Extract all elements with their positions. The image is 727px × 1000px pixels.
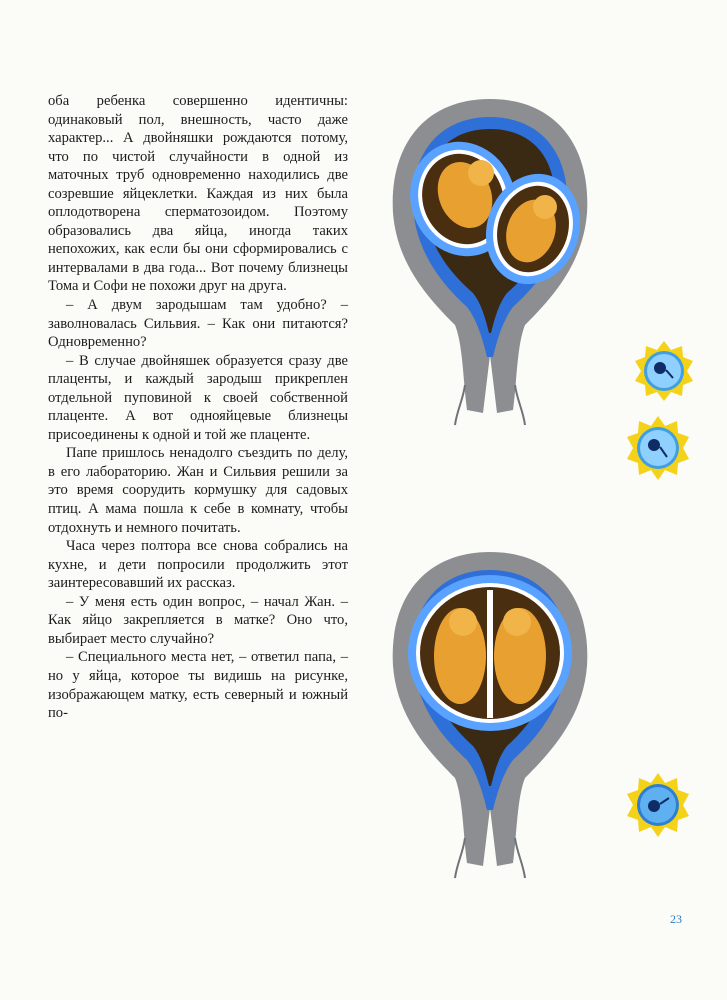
uterus-fraternal-twins-illustration xyxy=(385,95,595,440)
paragraph-3: – В случае двойняшек образуется сразу две плаценты, и каждый зародыш прикреплен отдельной пуповиной к своей собственной плаценте. А вот однояйцевые близнецы присоединены к одной и той же плаценте. xyxy=(48,352,348,443)
body-text xyxy=(48,92,348,723)
paragraph-5: Часа через полтора все снова собрались на кухне, и дети попросили продолжить этот заинтересовавший их рассказ. xyxy=(48,538,348,592)
fertilized-egg-icon xyxy=(625,772,691,838)
fertilized-egg-icon xyxy=(625,415,691,481)
uterus-identical-twins-illustration xyxy=(385,548,595,893)
paragraph-7: – Специального места нет, – ответил папа, – но у яйца, которое ты видишь на рисунке, изображающем матку, есть северный и южный по- xyxy=(48,649,348,722)
page-number: 23 xyxy=(670,912,682,926)
paragraph-2: – А двум зародышам там удобно? – заволновалась Сильвия. – Как они питаются? Одновременно? xyxy=(48,297,348,351)
paragraph-1: оба ребенка совершенно идентичны: одинаковый пол, внешность, часто даже характер... А двойняшки рождаются потому, что по чистой случайности в одной из маточных труб одновременно находились две созревшие яйцеклетки. Каждая из них была оплодотворена сперматозоидом. Поэтому образовались два яйца, иногда таких непохожих, как если бы они сформировались с интервалами в два года... Вот почему близнецы Тома и Софи не похожи друг на друга. xyxy=(48,93,348,295)
paragraph-6: – У меня есть один вопрос, – начал Жан. – Как яйцо закрепляется в матке? Оно что, выбирает место случайно? xyxy=(48,593,348,647)
fertilized-egg-icon xyxy=(633,340,695,402)
paragraph-4: Папе пришлось ненадолго съездить по делу, в его лабораторию. Жан и Сильвия решили за это время соорудить кормушку для садовых птиц. А мама пошла к себе в комнату, чтобы отдохнуть и немного почитать. xyxy=(48,445,348,536)
